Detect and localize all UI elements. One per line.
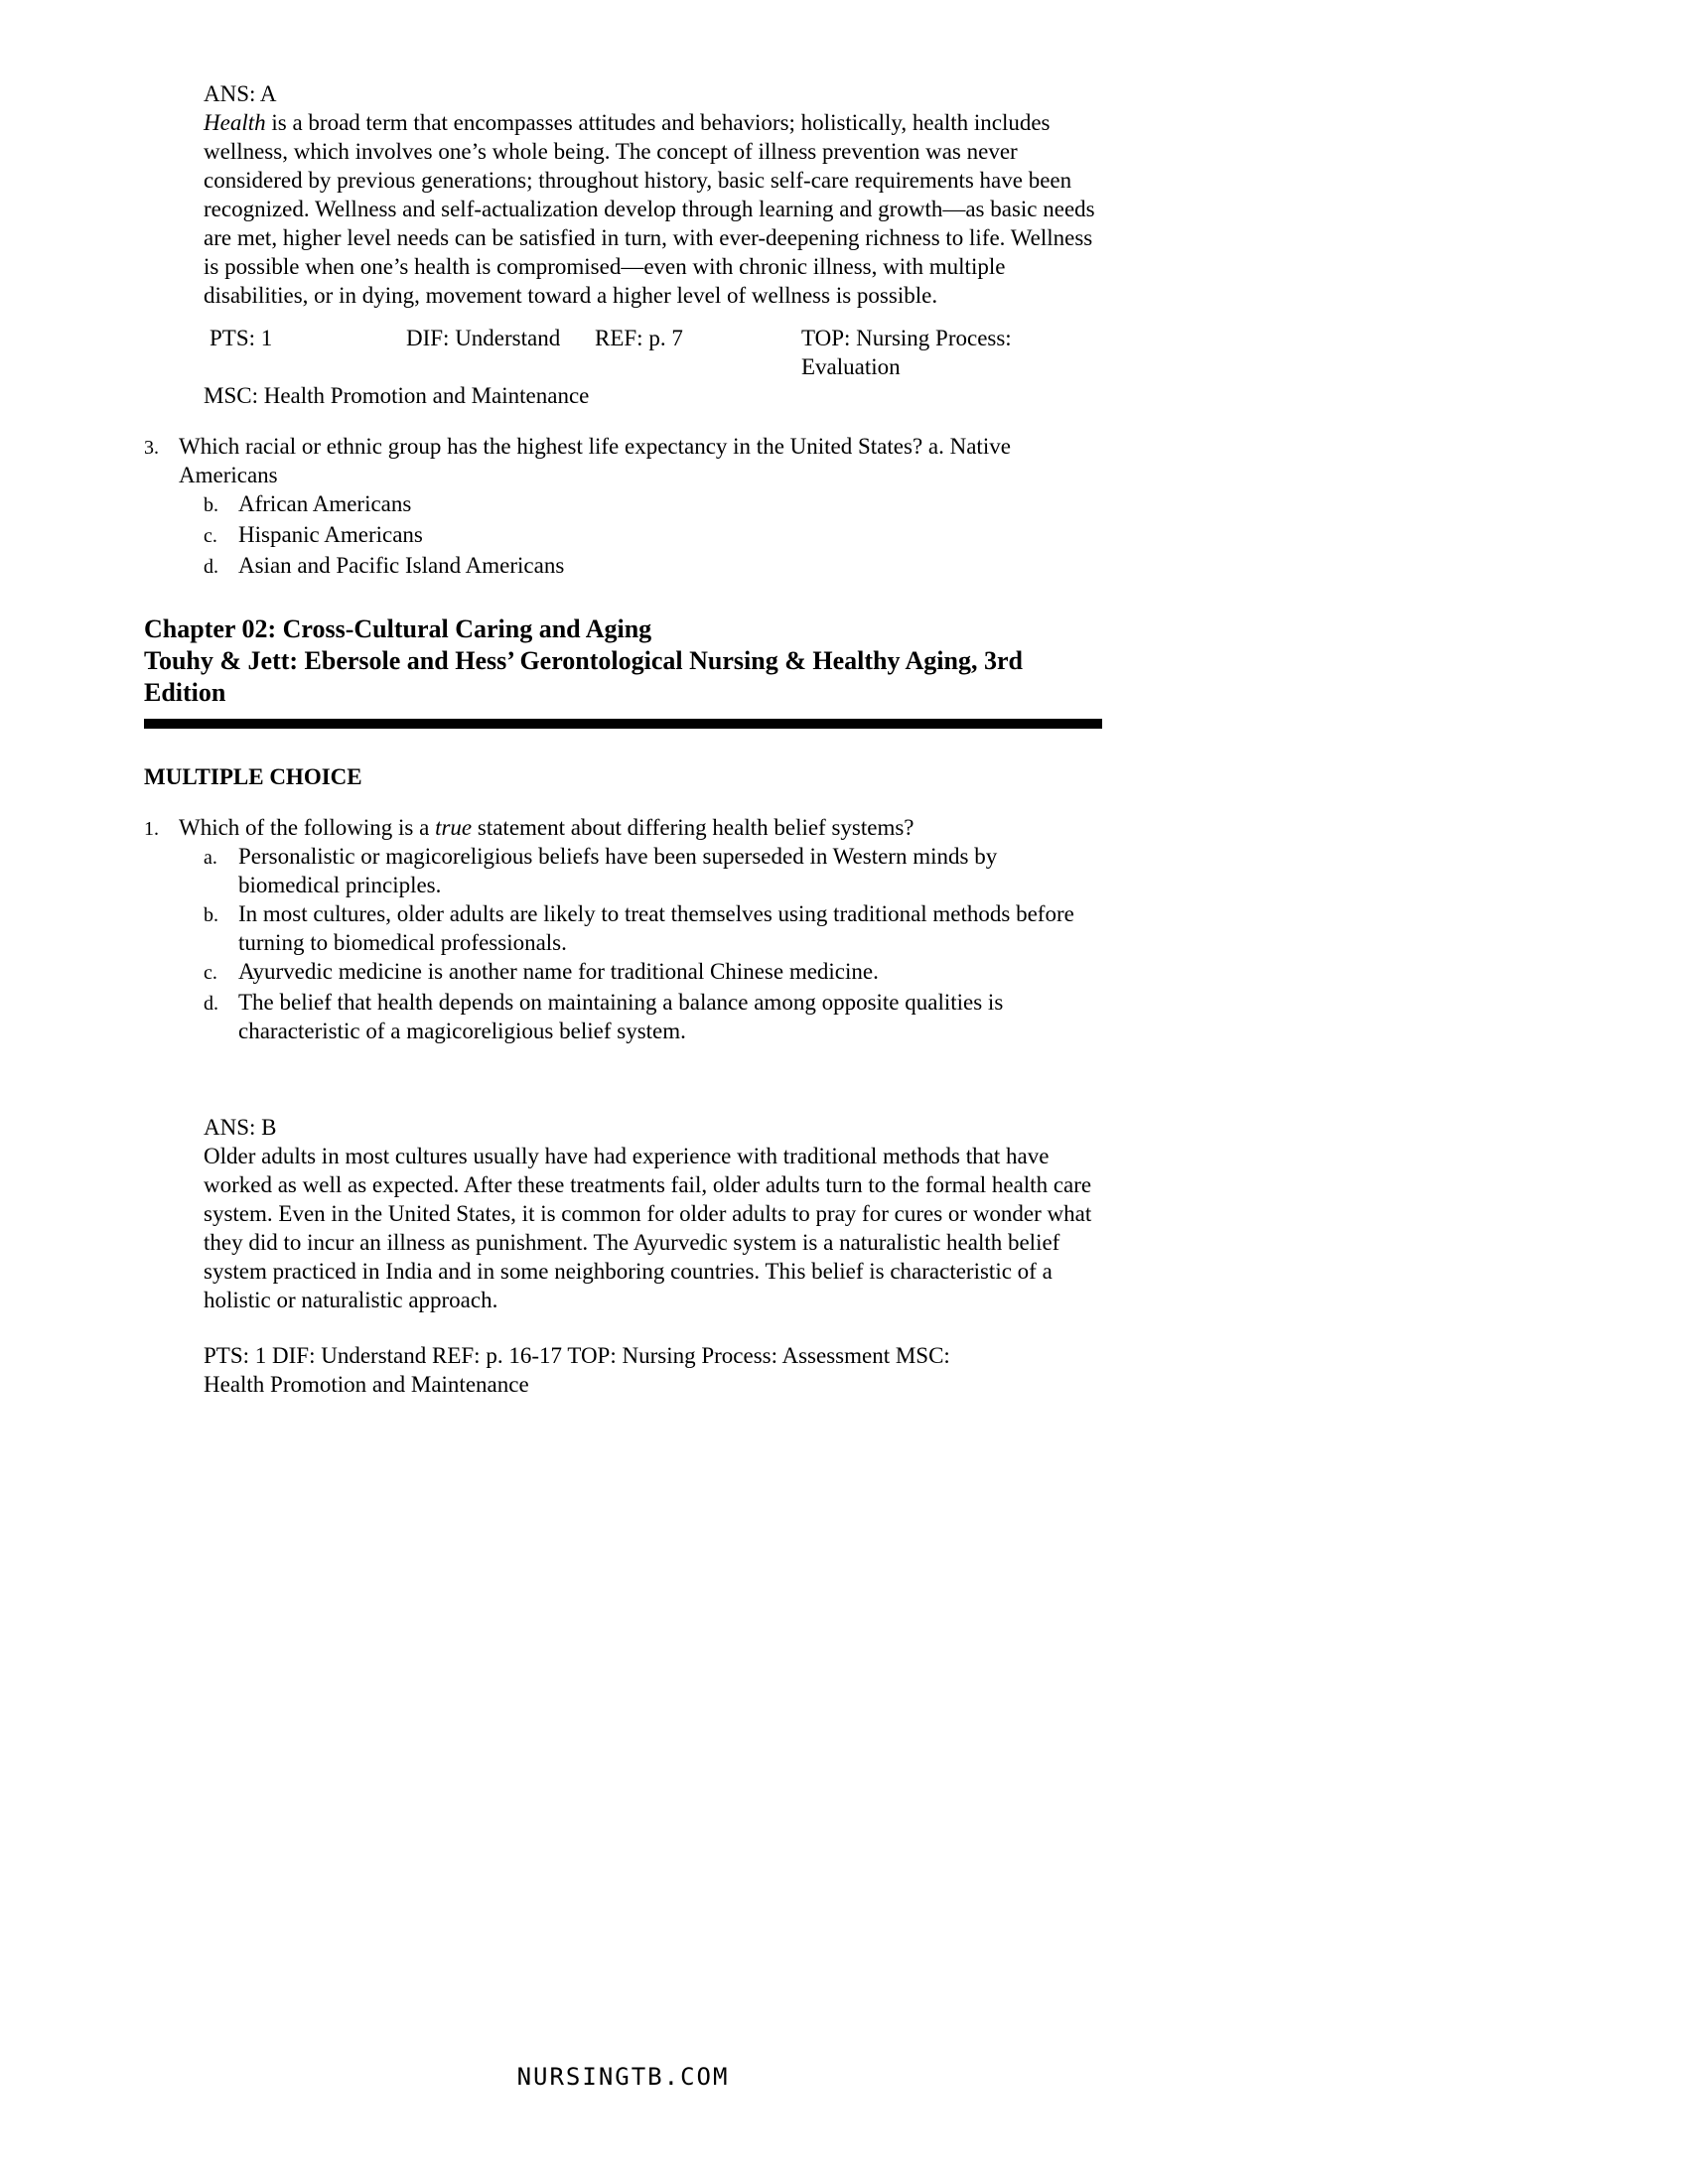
- option-letter: d.: [204, 556, 218, 578]
- question-3: [144, 432, 1102, 582]
- option-letter: c.: [204, 525, 217, 547]
- option-text: Ayurvedic medicine is another name for traditional Chinese medicine.: [238, 959, 879, 984]
- metadata-line-1: PTS: 1 DIF: Understand REF: p. 16-17 TOP: Nursing Process: Assessment MSC:: [204, 1343, 950, 1368]
- book-title: Touhy & Jett: Ebersole and Hess’ Gerontological Nursing & Healthy Aging, 3rd Edition: [144, 646, 1023, 707]
- option-text: Asian and Pacific Island Americans: [238, 553, 565, 578]
- option-text: Hispanic Americans: [238, 522, 423, 547]
- option-letter: b.: [204, 494, 218, 516]
- italic-term: Health: [204, 110, 266, 135]
- question-body: [179, 432, 1102, 582]
- document-content: [144, 79, 1102, 1399]
- options-list: [179, 842, 1102, 1045]
- question-body: [179, 813, 1102, 1045]
- option-text: In most cultures, older adults are likely to treat themselves using traditional methods before turning to biomedical professionals.: [238, 901, 1074, 955]
- option-text: The belief that health depends on maintaining a balance among opposite qualities is characteristic of a magicoreligious belief system.: [238, 990, 1004, 1043]
- question-text-post: statement about differing health belief systems?: [472, 815, 914, 840]
- footer-watermark: NURSINGTB.COM: [516, 2063, 730, 2091]
- question-number: 1.: [144, 818, 159, 840]
- top-value: TOP: Nursing Process: Evaluation: [801, 326, 1012, 379]
- options-list: [179, 489, 1102, 582]
- option-letter: a.: [204, 847, 217, 869]
- msc-value: MSC: Health Promotion and Maintenance: [204, 383, 590, 408]
- option-row: [204, 551, 1102, 582]
- option-letter: c.: [204, 962, 217, 984]
- question-text-pre: Which of the following is a: [179, 815, 436, 840]
- metadata-line-2: Health Promotion and Maintenance: [204, 1372, 529, 1397]
- answer-block-b: [204, 1113, 1097, 1314]
- answer-explanation: [204, 108, 1097, 310]
- option-text: African Americans: [238, 491, 412, 516]
- chapter-heading: [144, 614, 1102, 709]
- question-text: Which racial or ethnic group has the highest life expectancy in the United States? a. Native Americans: [179, 434, 1011, 487]
- answer-block-a: [204, 79, 1097, 310]
- option-row: [204, 520, 1102, 551]
- divider-rule: [144, 719, 1102, 729]
- question-1: [144, 813, 1102, 1045]
- option-row: [204, 988, 1102, 1045]
- dif-value: DIF: Understand: [406, 326, 561, 350]
- option-row: [204, 899, 1102, 957]
- option-row: [204, 489, 1102, 520]
- question-metadata-block: [204, 1341, 1097, 1399]
- option-row: [204, 957, 1102, 988]
- option-text: Personalistic or magicoreligious beliefs have been superseded in Western minds by biomedical principles.: [238, 844, 998, 897]
- option-row: [204, 842, 1102, 899]
- option-letter: d.: [204, 993, 218, 1015]
- answer-explanation-text: is a broad term that encompasses attitudes and behaviors; holistically, health includes wellness, which involves one’s whole being. The concept of illness prevention was never considered by previous generations; throughout history, basic self-care requirements have been recognized. Wellness and self-actualization develop through learning and growth—as basic needs are met, higher level needs can be satisfied in turn, with ever-deepening richness to life. Wellness is possible when one’s health is compromised—even with chronic illness, with multiple disabilities, or in dying, movement toward a higher level of wellness is possible.: [204, 110, 1095, 308]
- option-letter: b.: [204, 904, 218, 926]
- answer-explanation: Older adults in most cultures usually have had experience with traditional methods that have worked as well as expected. After these treatments fail, older adults turn to the formal health care system. Even in the United States, it is common for older adults to pray for cures or wonder what they did to incur an illness as punishment. The Ayurvedic system is a naturalistic health belief system practiced in India and in some neighboring countries. This belief is characteristic of a holistic or naturalistic approach.: [204, 1144, 1092, 1312]
- chapter-title: Chapter 02: Cross-Cultural Caring and Aging: [144, 614, 652, 643]
- question-text: [179, 813, 1102, 842]
- section-heading-multiple-choice: MULTIPLE CHOICE: [144, 764, 362, 789]
- answer-label: ANS: B: [204, 1115, 277, 1140]
- question-number: 3.: [144, 437, 159, 459]
- answer-label: ANS: A: [204, 81, 277, 106]
- pts-value: PTS: 1: [210, 326, 273, 350]
- document-page: [0, 0, 1102, 1399]
- question-metadata-row: [210, 324, 1102, 381]
- ref-value: REF: p. 7: [595, 326, 683, 350]
- italic-term: true: [435, 815, 473, 840]
